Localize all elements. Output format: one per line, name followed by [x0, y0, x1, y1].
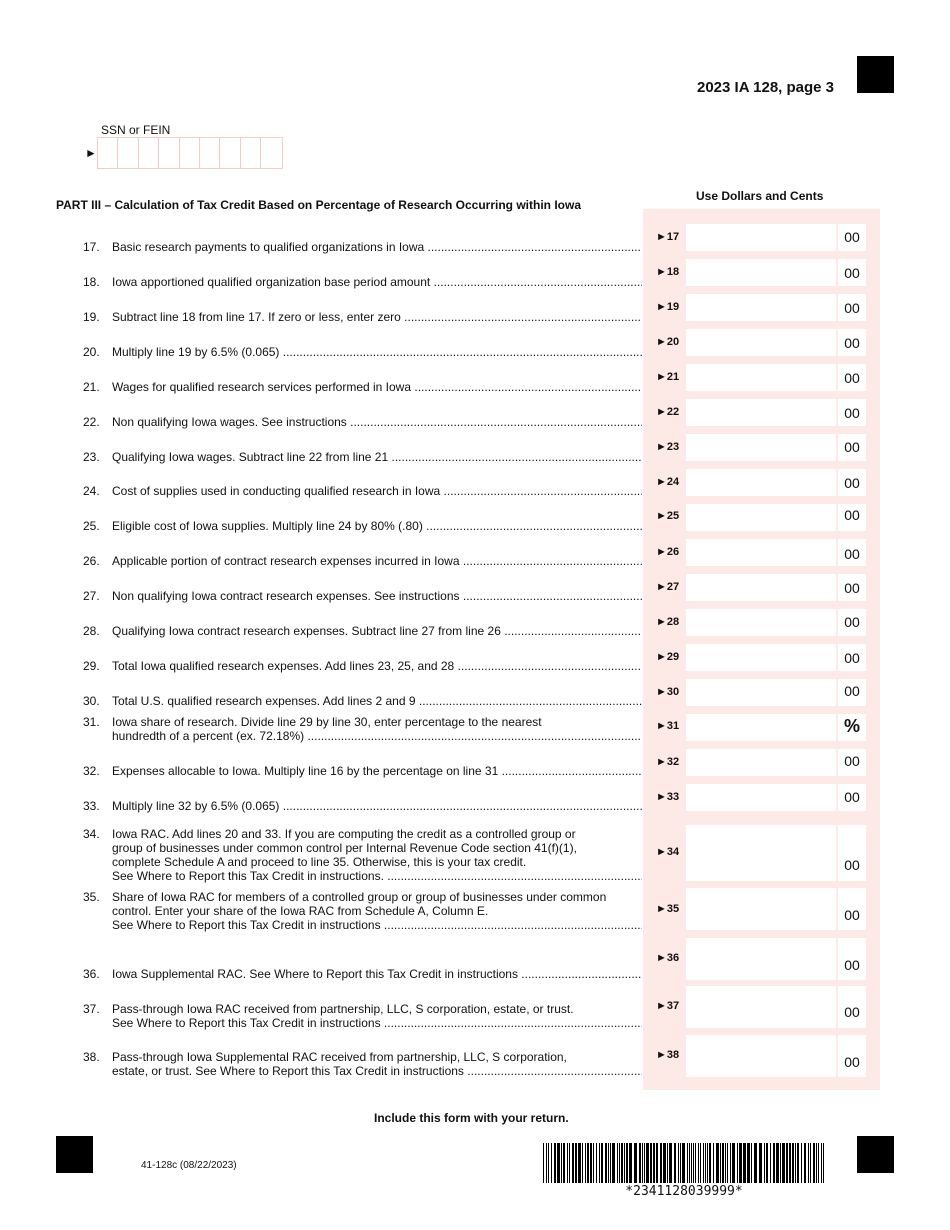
registration-mark-bottom-right [857, 1136, 894, 1173]
barcode-bar [782, 1143, 785, 1183]
barcode-bar [727, 1143, 728, 1183]
barcode-bar [709, 1143, 711, 1183]
barcode-bar [780, 1143, 781, 1183]
line-description-text: estate, or trust. See Where to Report this Tax Credit in instructions ..... [112, 1064, 642, 1078]
line-description-text: group of businesses under common control per Internal Revenue Code section 41(f)(1), [112, 841, 577, 855]
line-description-text: complete Schedule A and proceed to line 35. Otherwise, this is your tax credit. [112, 855, 527, 869]
line-cents-text: 00 [844, 753, 860, 769]
line-cents-field[interactable] [838, 888, 866, 930]
line-cents-text: 00 [844, 907, 860, 923]
line-number: 32. [83, 764, 100, 778]
line-description-text: Pass-through Iowa RAC received from partnership, LLC, S corporation, estate, or trust. [112, 1002, 574, 1016]
barcode-bar [766, 1143, 768, 1183]
line-cents-text: 00 [844, 1004, 860, 1020]
ssn-arrow-icon: ► [85, 146, 97, 160]
line-cents-text: 00 [844, 507, 860, 523]
registration-mark-top-right [857, 56, 894, 93]
line-description-text: Iowa RAC. Add lines 20 and 33. If you are computing the credit as a controlled group or [112, 827, 576, 841]
line-description [112, 310, 642, 324]
line-description [112, 827, 642, 883]
line-cents-text: 00 [844, 683, 860, 699]
line-description [112, 799, 642, 813]
line-description-text: Qualifying Iowa wages. Subtract line 22 from line 21 ..... [112, 450, 642, 464]
line-cents-text: 00 [844, 614, 860, 630]
line-label: ►34 [656, 846, 680, 858]
barcode-bar [599, 1143, 600, 1183]
barcode-bar [617, 1143, 618, 1183]
barcode-bar [551, 1143, 552, 1183]
line-cents-text: 00 [844, 650, 860, 666]
line-label: ►32 [656, 756, 680, 768]
barcode-bar [660, 1143, 662, 1183]
barcode-bar [801, 1143, 802, 1183]
barcode-bar [725, 1143, 726, 1183]
line-amount-input[interactable] [686, 399, 836, 426]
barcode-bar [639, 1143, 641, 1183]
line-description-text: Total Iowa qualified research expenses. Add lines 23, 25, and 28 ..... [112, 659, 642, 673]
barcode-bar [813, 1143, 815, 1183]
line-number: 28. [83, 624, 100, 638]
barcode-bar [605, 1143, 607, 1183]
barcode-bar [557, 1143, 560, 1183]
line-description-text: Subtract line 18 from line 17. If zero or less, enter zero ..... [112, 310, 642, 324]
ssn-digit-box[interactable] [98, 138, 118, 168]
barcode-bar [646, 1143, 649, 1183]
line-label: ►37 [656, 1000, 680, 1012]
barcode-bar [587, 1143, 589, 1183]
line-description-text: Pass-through Iowa Supplemental RAC received from partnership, LLC, S corporation, [112, 1050, 567, 1064]
line-description-text: Applicable portion of contract research expenses incurred in Iowa ..... [112, 554, 642, 568]
barcode-bar [548, 1143, 549, 1183]
barcode-bar [601, 1143, 603, 1183]
line-cents-text: 00 [844, 300, 860, 316]
line-amount-input[interactable] [686, 644, 836, 671]
line-cents-text: % [843, 716, 860, 736]
barcode-bar [667, 1143, 668, 1183]
line-description [112, 659, 642, 673]
barcode-bar [810, 1143, 811, 1183]
barcode-bar [743, 1143, 746, 1183]
barcode-bar [689, 1143, 690, 1183]
line-description-text: Multiply line 19 by 6.5% (0.065) ..... [112, 345, 642, 359]
line-description-text: control. Enter your share of the Iowa RAC from Schedule A, Column E. [112, 904, 489, 918]
line-cents-text: 00 [844, 265, 860, 281]
line-amount-input[interactable] [686, 259, 836, 286]
barcode-bar [621, 1143, 623, 1183]
barcode-bar [626, 1143, 628, 1183]
line-description-text: Non qualifying Iowa contract research expenses. See instructions ..... [112, 589, 642, 603]
barcode-bar [650, 1143, 652, 1183]
line-description [112, 589, 642, 603]
line-number: 20. [83, 345, 100, 359]
line-description-text: Basic research payments to qualified organizations in Iowa ..... [112, 240, 642, 254]
line-number: 30. [83, 694, 100, 708]
barcode-bar [682, 1143, 685, 1183]
barcode-bar [687, 1143, 688, 1183]
line-description [112, 240, 642, 254]
barcode-bar [575, 1143, 577, 1183]
line-label: ►35 [656, 903, 680, 915]
line-description [112, 890, 642, 932]
line-cents-text: 00 [844, 370, 860, 386]
line-description [112, 764, 642, 778]
line-description-text: Wages for qualified research services performed in Iowa ..... [112, 380, 642, 394]
line-description-text: See Where to Report this Tax Credit in instructions ..... [112, 918, 642, 932]
barcode-bar [608, 1143, 609, 1183]
line-amount-input[interactable] [686, 784, 836, 811]
ssn-digit-box[interactable] [180, 138, 200, 168]
include-note: Include this form with your return. [374, 1111, 569, 1125]
line-number: 38. [83, 1050, 100, 1064]
line-label: ►31 [656, 720, 680, 732]
line-cents-field[interactable] [838, 1035, 866, 1077]
line-amount-input[interactable] [686, 539, 836, 566]
barcode-bar [786, 1143, 788, 1183]
barcode-bar [698, 1143, 699, 1183]
barcode-bar [739, 1143, 742, 1183]
line-description-text: hundredth of a percent (ex. 72.18%) ..... [112, 729, 642, 743]
barcode-bar [789, 1143, 791, 1183]
line-cents-field[interactable] [838, 224, 866, 251]
barcode-bar [703, 1143, 704, 1183]
line-label: ►38 [656, 1049, 680, 1061]
line-amount-input[interactable] [686, 364, 836, 391]
line-cents-field[interactable] [838, 825, 866, 881]
line-number: 33. [83, 799, 100, 813]
line-label: ►21 [656, 371, 680, 383]
line-description-text: See Where to Report this Tax Credit in instructions. ..... [112, 869, 642, 883]
line-label: ►36 [656, 952, 680, 964]
barcode-bar [747, 1143, 750, 1183]
line-cents-field[interactable] [838, 609, 866, 636]
line-amount-input[interactable] [686, 1035, 836, 1077]
line-number: 22. [83, 415, 100, 429]
line-cents-text: 00 [844, 335, 860, 351]
barcode-bar [776, 1143, 779, 1183]
barcode-bar [773, 1143, 775, 1183]
barcode-bar [792, 1143, 794, 1183]
line-cents-text: 00 [844, 957, 860, 973]
line-description [112, 624, 642, 638]
line-label: ►25 [656, 510, 680, 522]
line-cents-field[interactable] [838, 364, 866, 391]
barcode-bar [572, 1143, 574, 1183]
barcode-bar [818, 1143, 819, 1183]
barcode-bar [569, 1143, 570, 1183]
line-description-text: Iowa apportioned qualified organization base period amount ..... [112, 275, 642, 289]
line-amount-input[interactable] [686, 888, 836, 930]
barcode-bar [590, 1143, 592, 1183]
barcode-bar [808, 1143, 809, 1183]
line-number: 21. [83, 380, 100, 394]
line-cents-field[interactable] [838, 784, 866, 811]
ssn-digit-box[interactable] [139, 138, 159, 168]
line-amount-input[interactable] [686, 469, 836, 496]
line-label: ►20 [656, 336, 680, 348]
line-cents-field[interactable] [838, 749, 866, 776]
line-description [112, 519, 642, 533]
line-description [112, 967, 642, 981]
line-cents-field[interactable] [838, 434, 866, 461]
part-title: PART III – Calculation of Tax Credit Based on Percentage of Research Occurring within Iowa [56, 198, 581, 212]
barcode-bar [567, 1143, 568, 1183]
line-cents-field[interactable] [838, 938, 866, 980]
line-description-text: Iowa Supplemental RAC. See Where to Report this Tax Credit in instructions ..... [112, 967, 642, 981]
line-description [112, 715, 642, 743]
ssn-digit-box[interactable] [118, 138, 138, 168]
line-cents-text: 00 [844, 475, 860, 491]
barcode-bar [700, 1143, 701, 1183]
barcode-bar [816, 1143, 817, 1183]
line-number: 31. [83, 715, 100, 729]
line-cents-text: 00 [844, 580, 860, 596]
barcode-bar [695, 1143, 696, 1183]
line-amount-input[interactable] [686, 609, 836, 636]
line-number: 26. [83, 554, 100, 568]
barcode-bar [554, 1143, 556, 1183]
registration-mark-bottom-left [56, 1136, 93, 1173]
barcode-bar [644, 1143, 645, 1183]
barcode-bar [713, 1143, 714, 1183]
line-number: 24. [83, 484, 100, 498]
barcode-bar [663, 1143, 666, 1183]
line-number: 35. [83, 890, 100, 904]
line-amount-input[interactable] [686, 938, 836, 980]
line-description-text: Iowa share of research. Divide line 29 by line 30, enter percentage to the nearest [112, 715, 542, 729]
ssn-digit-box[interactable] [220, 138, 240, 168]
line-description [112, 1050, 642, 1078]
line-amount-input[interactable] [686, 825, 836, 881]
ssn-digit-box[interactable] [241, 138, 261, 168]
barcode-bar [593, 1143, 594, 1183]
line-description [112, 275, 642, 289]
line-number: 25. [83, 519, 100, 533]
barcode-bar [770, 1143, 771, 1183]
barcode-bar [634, 1143, 637, 1183]
line-amount-input[interactable] [686, 224, 836, 251]
page-title: 2023 IA 128, page 3 [697, 79, 835, 96]
line-amount-input[interactable] [686, 434, 836, 461]
line-percent-field[interactable] [838, 714, 866, 741]
ssn-digit-box[interactable] [200, 138, 220, 168]
barcode-bar [582, 1143, 583, 1183]
barcode-bar [821, 1143, 822, 1183]
line-number: 27. [83, 589, 100, 603]
barcode [543, 1143, 825, 1183]
line-cents-field[interactable] [838, 539, 866, 566]
barcode-bar [705, 1143, 706, 1183]
line-cents-text: 00 [844, 546, 860, 562]
barcode-bar [737, 1143, 738, 1183]
line-amount-input[interactable] [686, 504, 836, 531]
line-cents-field[interactable] [838, 574, 866, 601]
line-amount-input[interactable] [686, 986, 836, 1028]
barcode-bar [619, 1143, 620, 1183]
line-cents-field[interactable] [838, 986, 866, 1028]
line-description [112, 484, 642, 498]
barcode-bar [722, 1143, 724, 1183]
line-cents-field[interactable] [838, 644, 866, 671]
line-label: ►19 [656, 301, 680, 313]
barcode-bar [610, 1143, 611, 1183]
barcode-bar [563, 1143, 565, 1183]
barcode-bar [693, 1143, 694, 1183]
line-description [112, 380, 642, 394]
line-label: ►23 [656, 441, 680, 453]
line-description [112, 1002, 642, 1030]
barcode-bar [754, 1143, 757, 1183]
line-cents-field[interactable] [838, 679, 866, 706]
barcode-bar [653, 1143, 655, 1183]
line-cents-text: 00 [844, 857, 860, 873]
line-description-text: Expenses allocable to Iowa. Multiply line 16 by the percentage on line 31 ..... [112, 764, 642, 778]
line-description-text: Non qualifying Iowa wages. See instructions ..... [112, 415, 642, 429]
line-amount-input[interactable] [686, 679, 836, 706]
barcode-bar [546, 1143, 547, 1183]
line-number: 37. [83, 1002, 100, 1016]
line-description-text: Multiply line 32 by 6.5% (0.065) ..... [112, 799, 642, 813]
barcode-bar [669, 1143, 672, 1183]
line-number: 36. [83, 967, 100, 981]
line-cents-field[interactable] [838, 329, 866, 356]
ssn-digit-box[interactable] [159, 138, 179, 168]
line-label: ►29 [656, 651, 680, 663]
line-amount-input[interactable] [686, 749, 836, 776]
barcode-bar [561, 1143, 562, 1183]
line-amount-input[interactable] [686, 574, 836, 601]
ssn-label: SSN or FEIN [101, 123, 171, 137]
barcode-bar [578, 1143, 581, 1183]
barcode-bar [674, 1143, 676, 1183]
line-label: ►28 [656, 616, 680, 628]
line-number: 29. [83, 659, 100, 673]
barcode-bar [720, 1143, 721, 1183]
line-cents-text: 00 [844, 1054, 860, 1070]
barcode-bar [797, 1143, 799, 1183]
line-cents-field[interactable] [838, 294, 866, 321]
line-amount-input[interactable] [686, 714, 836, 741]
line-cents-field[interactable] [838, 259, 866, 286]
line-label: ►18 [656, 266, 680, 278]
line-label: ►22 [656, 406, 680, 418]
barcode-bar [730, 1143, 731, 1183]
barcode-bar [759, 1143, 762, 1183]
line-number: 17. [83, 240, 100, 254]
line-label: ►33 [656, 791, 680, 803]
barcode-bar [732, 1143, 735, 1183]
line-number: 34. [83, 827, 100, 841]
barcode-bar [804, 1143, 806, 1183]
barcode-bar [543, 1143, 544, 1183]
barcode-bar [642, 1143, 643, 1183]
line-description [112, 554, 642, 568]
line-amount-input[interactable] [686, 329, 836, 356]
line-cents-text: 00 [844, 789, 860, 805]
line-amount-input[interactable] [686, 294, 836, 321]
line-description-text: Cost of supplies used in conducting qualified research in Iowa ..... [112, 484, 642, 498]
barcode-bar [656, 1143, 658, 1183]
barcode-bar [680, 1143, 681, 1183]
barcode-bar [795, 1143, 796, 1183]
barcode-bar [716, 1143, 719, 1183]
line-cents-field[interactable] [838, 399, 866, 426]
line-label: ►27 [656, 581, 680, 593]
barcode-text: *2341128039999* [625, 1184, 743, 1199]
ssn-digit-box[interactable] [261, 138, 281, 168]
barcode-bar [624, 1143, 625, 1183]
barcode-bar [678, 1143, 679, 1183]
line-description-text: Eligible cost of Iowa supplies. Multiply line 24 by 80% (.80) ..... [112, 519, 642, 533]
line-description [112, 450, 642, 464]
line-cents-field[interactable] [838, 469, 866, 496]
line-number: 23. [83, 450, 100, 464]
ssn-input[interactable] [97, 137, 283, 169]
line-description [112, 345, 642, 359]
line-label: ►24 [656, 476, 680, 488]
barcode-bar [629, 1143, 632, 1183]
line-number: 18. [83, 275, 100, 289]
line-description-text: Total U.S. qualified research expenses. Add lines 2 and 9 ..... [112, 694, 642, 708]
barcode-bar [764, 1143, 765, 1183]
barcode-bar [585, 1143, 586, 1183]
line-description-text: See Where to Report this Tax Credit in instructions ..... [112, 1016, 642, 1030]
line-label: ►30 [656, 686, 680, 698]
line-cents-text: 00 [844, 405, 860, 421]
line-cents-text: 00 [844, 439, 860, 455]
form-id: 41-128c (08/22/2023) [141, 1160, 237, 1171]
barcode-bar [596, 1143, 597, 1183]
barcode-bar [612, 1143, 615, 1183]
line-label: ►26 [656, 546, 680, 558]
dollars-column-header: Use Dollars and Cents [696, 189, 824, 203]
line-description [112, 415, 642, 429]
line-cents-text: 00 [844, 229, 860, 245]
line-description [112, 694, 642, 708]
barcode-bar [707, 1143, 708, 1183]
line-label: ►17 [656, 231, 680, 243]
line-cents-field[interactable] [838, 504, 866, 531]
barcode-bar [691, 1143, 692, 1183]
line-number: 19. [83, 310, 100, 324]
line-description-text: Qualifying Iowa contract research expenses. Subtract line 27 from line 26 ..... [112, 624, 642, 638]
barcode-bar [751, 1143, 752, 1183]
line-description-text: Share of Iowa RAC for members of a controlled group or group of businesses under common [112, 890, 607, 904]
barcode-bar [823, 1143, 824, 1183]
